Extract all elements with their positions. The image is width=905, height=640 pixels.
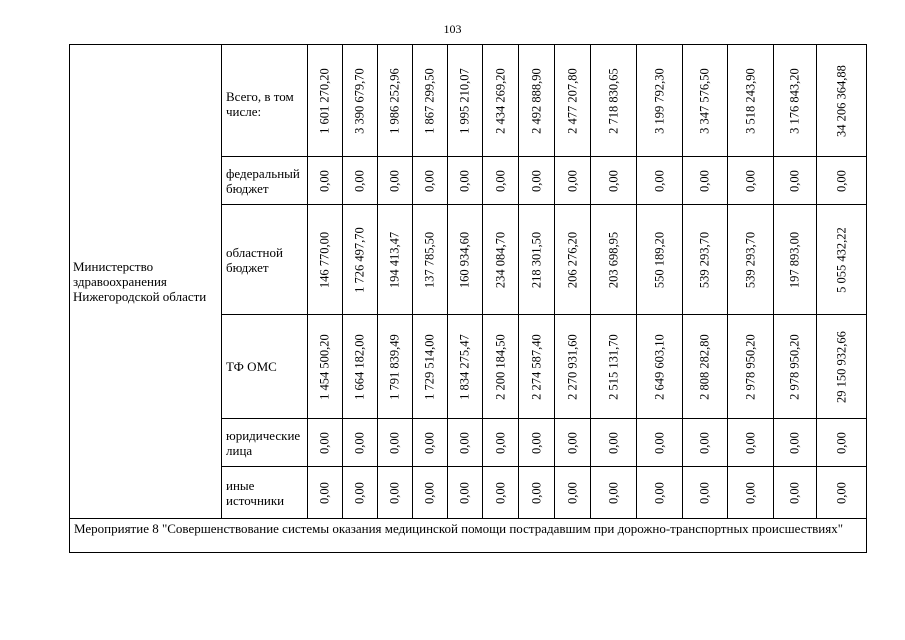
value-text: 3 347 576,50 [697,67,712,134]
value-cell [637,315,683,419]
value-text: 0,00 [422,431,437,454]
value-text: 1 454 500,20 [317,333,332,400]
value-cell [519,157,555,205]
category-cell: Всего, в том числе: [222,45,308,157]
value-cell [591,157,637,205]
value-cell [555,157,591,205]
value-cell [343,157,378,205]
value-cell [728,419,774,467]
value-text: 1 995 210,07 [457,67,472,134]
measure-title: Мероприятие 8 "Совершенствование системы оказания медицинской помощи пострадавшим при дорожно-транспортных происшествиях" [70,519,867,553]
value-cell [774,205,817,315]
value-cell [728,205,774,315]
value-cell [448,467,483,519]
value-cell [308,45,343,157]
value-text: 0,00 [743,169,757,192]
value-text: 0,00 [606,431,620,454]
value-cell [555,45,591,157]
value-cell [519,45,555,157]
value-text: 218 301,50 [529,231,543,288]
value-cell [343,45,378,157]
page-number: 103 [443,22,462,36]
value-text: 0,00 [387,431,402,454]
value-cell [483,419,519,467]
value-text: 146 770,00 [317,231,332,288]
value-text: 1 791 839,49 [387,333,402,400]
value-text: 539 293,70 [743,231,757,288]
value-text: 0,00 [565,169,579,192]
value-text: 0,00 [743,481,757,504]
value-text: 34 206 364,88 [834,64,848,137]
value-text: 0,00 [743,431,757,454]
value-cell [591,315,637,419]
value-cell [413,419,448,467]
value-text: 0,00 [652,481,666,504]
value-text: 2 515 131,70 [606,333,620,400]
value-cell [728,157,774,205]
organization-cell: Министерство здравоохранения Нижегородской области [70,45,222,519]
value-cell [483,315,519,419]
value-cell [343,315,378,419]
category-cell: юридические лица [222,419,308,467]
value-text: 0,00 [834,431,848,454]
value-cell [308,157,343,205]
value-text: 550 189,20 [652,231,666,288]
value-cell [683,419,728,467]
value-text: 539 293,70 [697,231,712,288]
value-cell [591,419,637,467]
value-text: 0,00 [565,481,579,504]
value-text: 0,00 [493,169,507,192]
value-text: 2 477 207,80 [565,67,579,134]
value-cell [483,205,519,315]
value-cell [637,419,683,467]
value-cell [343,467,378,519]
value-cell [378,315,413,419]
value-text: 0,00 [529,431,543,454]
value-cell [448,315,483,419]
value-text: 0,00 [606,481,620,504]
value-text: 0,00 [457,169,472,192]
value-text: 0,00 [652,169,666,192]
value-text: 1 729 514,00 [422,333,437,400]
value-cell [555,467,591,519]
value-text: 3 518 243,90 [743,67,757,134]
value-text: 0,00 [352,431,367,454]
value-cell [448,45,483,157]
value-text: 2 270 931,60 [565,333,579,400]
value-text: 0,00 [787,169,802,192]
value-text: 2 492 888,90 [529,67,543,134]
value-cell [817,315,867,419]
value-cell [817,467,867,519]
value-cell [817,419,867,467]
footer-row [70,519,867,553]
value-cell [519,467,555,519]
value-cell [308,205,343,315]
value-cell [683,315,728,419]
value-cell [774,419,817,467]
value-cell [483,467,519,519]
value-text: 0,00 [834,169,848,192]
value-cell [683,45,728,157]
value-text: 0,00 [787,431,802,454]
value-text: 3 176 843,20 [787,67,802,134]
value-text: 2 978 950,20 [787,333,802,400]
value-text: 0,00 [317,481,332,504]
value-cell [817,205,867,315]
value-cell [637,467,683,519]
value-text: 0,00 [697,169,712,192]
value-cell [637,45,683,157]
value-cell [519,315,555,419]
value-text: 0,00 [457,431,472,454]
value-cell [343,419,378,467]
value-text: 2 200 184,50 [493,333,507,400]
value-cell [413,157,448,205]
value-text: 0,00 [565,431,579,454]
value-text: 1 601 270,20 [317,67,332,134]
value-cell [774,315,817,419]
value-text: 0,00 [352,481,367,504]
value-cell [555,419,591,467]
value-cell [378,205,413,315]
value-text: 3 199 792,30 [652,67,666,134]
value-text: 2 978 950,20 [743,333,757,400]
value-cell [774,157,817,205]
value-text: 5 055 432,22 [834,226,848,293]
value-cell [774,45,817,157]
budget-table [69,44,867,553]
value-cell [308,315,343,419]
value-cell [483,157,519,205]
value-cell [413,467,448,519]
value-text: 0,00 [493,481,507,504]
value-text: 206 276,20 [565,231,579,288]
value-text: 3 390 679,70 [352,67,367,134]
value-text: 234 084,70 [493,231,507,288]
value-text: 0,00 [317,169,332,192]
value-cell [483,45,519,157]
value-text: 197 893,00 [787,231,802,288]
value-cell [378,45,413,157]
value-cell [728,45,774,157]
value-cell [378,419,413,467]
value-cell [817,157,867,205]
value-cell [683,157,728,205]
value-cell [519,419,555,467]
category-cell: ТФ ОМС [222,315,308,419]
value-cell [343,205,378,315]
value-text: 1 986 252,96 [387,67,402,134]
value-cell [308,467,343,519]
value-text: 0,00 [352,169,367,192]
value-cell [448,419,483,467]
value-text: 0,00 [834,481,848,504]
value-text: 1 726 497,70 [352,226,367,293]
value-cell [637,205,683,315]
value-text: 160 934,60 [457,231,472,288]
category-cell: федеральный бюджет [222,157,308,205]
value-cell [448,157,483,205]
value-cell [378,467,413,519]
value-cell [683,205,728,315]
value-text: 0,00 [787,481,802,504]
value-cell [637,157,683,205]
value-text: 1 834 275,47 [457,333,472,400]
value-cell [378,157,413,205]
value-text: 0,00 [422,169,437,192]
value-text: 1 664 182,00 [352,333,367,400]
value-text: 2 274 587,40 [529,333,543,400]
value-text: 2 434 269,20 [493,67,507,134]
value-text: 0,00 [493,431,507,454]
value-cell [728,467,774,519]
value-cell [591,205,637,315]
value-text: 0,00 [529,481,543,504]
value-cell [308,419,343,467]
value-cell [683,467,728,519]
value-text: 0,00 [387,169,402,192]
value-cell [413,45,448,157]
value-text: 0,00 [652,431,666,454]
value-cell [591,467,637,519]
value-text: 2 718 830,65 [606,67,620,134]
value-text: 194 413,47 [387,231,402,288]
value-cell [591,45,637,157]
value-cell [413,315,448,419]
value-text: 203 698,95 [606,231,620,288]
value-text: 2 649 603,10 [652,333,666,400]
value-text: 0,00 [697,481,712,504]
value-cell [519,205,555,315]
value-text: 1 867 299,50 [422,67,437,134]
value-cell [413,205,448,315]
value-text: 0,00 [317,431,332,454]
value-text: 0,00 [529,169,543,192]
value-text: 0,00 [457,481,472,504]
value-text: 137 785,50 [422,231,437,288]
category-cell: областной бюджет [222,205,308,315]
value-text: 29 150 932,66 [834,330,848,403]
value-text: 2 808 282,80 [697,333,712,400]
value-text: 0,00 [387,481,402,504]
value-text: 0,00 [606,169,620,192]
value-cell [555,205,591,315]
value-cell [448,205,483,315]
value-cell [555,315,591,419]
value-cell [817,45,867,157]
value-text: 0,00 [422,481,437,504]
value-text: 0,00 [697,431,712,454]
table-row [70,45,867,157]
value-cell [728,315,774,419]
category-cell: иные источники [222,467,308,519]
value-cell [774,467,817,519]
